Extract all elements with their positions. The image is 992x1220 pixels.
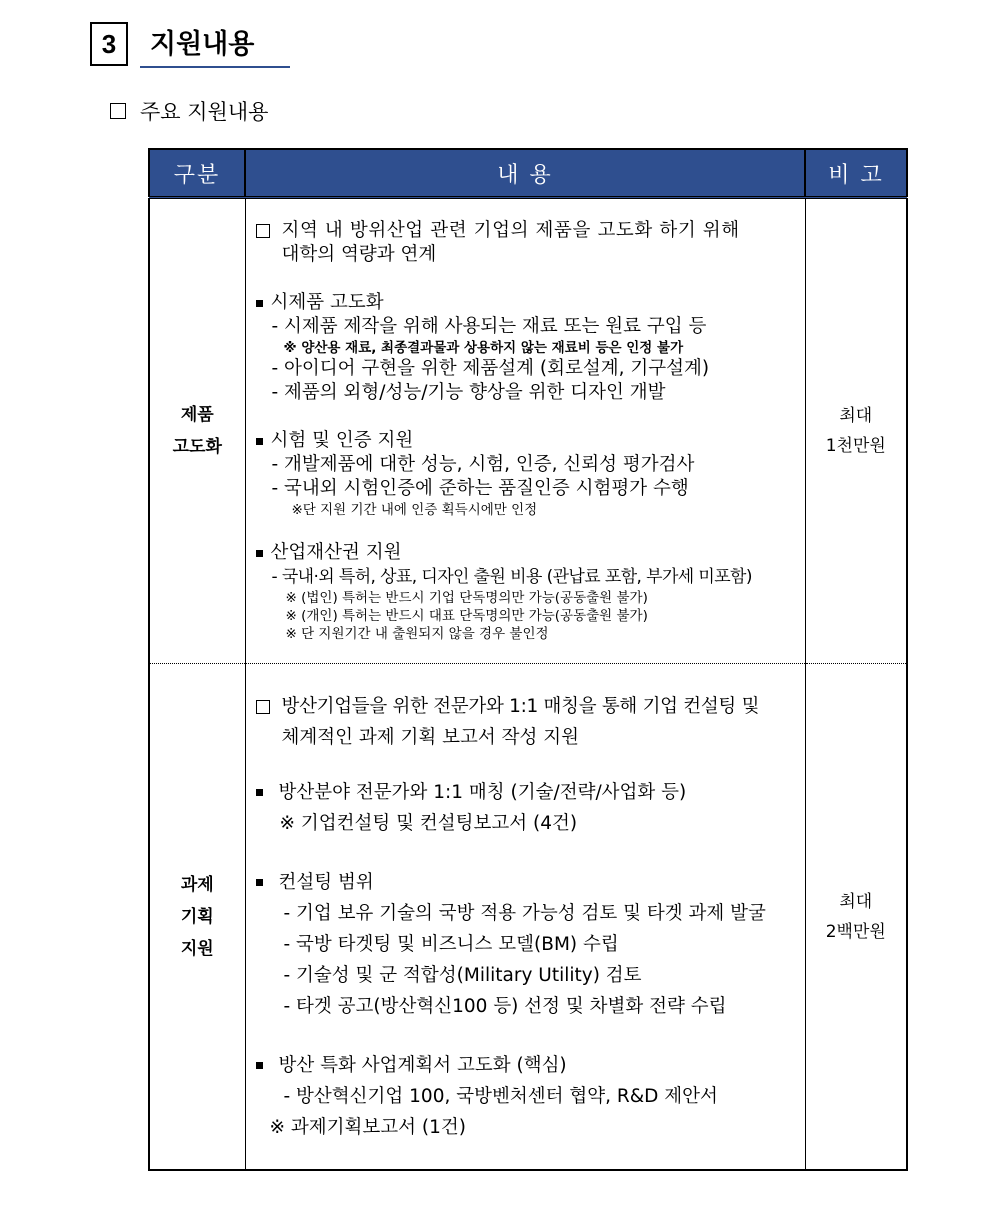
list-note: ※ 기업컨설팅 및 컨설팅보고서 (4건) [279,812,578,834]
bullet-square-icon [256,1062,263,1069]
subheading-text: 주요 지원내용 [140,100,269,124]
bullet-square-icon [256,879,263,886]
support-table [148,148,908,1171]
list-item: - 개발제품에 대한 성능, 시험, 인증, 신뢰성 평가검사 [271,454,695,475]
list-item: - 국내외 시험인증에 준하는 품질인증 시험평가 수행 [271,478,689,499]
group-title: 산업재산권 지원 [256,541,799,565]
section-title: 지원내용 [140,22,290,68]
list-item: - 방산혁신기업 100, 국방벤처센터 협약, R&D 제안서 [283,1085,718,1107]
bullet-square-icon [256,300,263,307]
list-item: - 제품의 외형/성능/기능 향상을 위한 디자인 개발 [271,382,666,403]
bullet-square-icon [256,789,263,796]
checkbox-square-icon [110,103,126,119]
header-content: 내 용 [245,149,805,198]
list-note: ※ (개인) 특허는 반드시 대표 단독명의만 가능(공동출원 불가) [285,608,648,624]
list-note: ※ (법인) 특허는 반드시 기업 단독명의만 가능(공동출원 불가) [285,590,648,606]
table-row-product [149,198,907,664]
list-note: ※단 지원 기간 내에 인증 획득시에만 인정 [291,502,538,518]
group-title: 방산분야 전문가와 1:1 매칭 (기술/전략/사업화 등) [256,777,799,808]
bullet-square-icon [256,550,263,557]
header-note: 비 고 [805,149,907,198]
checkbox-square-icon [256,224,270,238]
intro-block: 방산기업들을 위한 전문가와 1:1 매칭을 통해 기업 컨설팅 및 체계적인 과제 기획 보고서 작성 지원 [256,691,799,753]
intro-block: 지역 내 방위산업 관련 기업의 제품을 고도화 하기 위해 대학의 역량과 연계 [256,219,799,267]
list-item: - 아이디어 구현을 위한 제품설계 (회로설계, 기구설계) [271,358,710,379]
list-item: - 타겟 공고(방산혁신100 등) 선정 및 차별화 전략 수립 [283,995,727,1017]
bullet-square-icon [256,438,263,445]
section-header [90,22,300,72]
list-note: ※ 과제기획보고서 (1건) [269,1116,466,1138]
list-item: - 국내·외 특허, 상표, 디자인 출원 비용 (관납료 포함, 부가세 미포함) [271,567,752,587]
section-number: 3 [90,22,128,66]
group-title: 시제품 고도화 [256,291,799,315]
note-cell: 최대 2백만원 [805,664,907,1171]
checkbox-square-icon [256,700,270,714]
table-row-planning [149,664,907,1171]
content-cell [245,664,805,1171]
content-cell [245,198,805,664]
list-item: - 기업 보유 기술의 국방 적용 가능성 검토 및 타겟 과제 발굴 [283,902,766,924]
subheading [110,96,268,126]
group-title: 방산 특화 사업계획서 고도화 (핵심) [256,1050,799,1081]
list-item: - 기술성 및 군 적합성(Military Utility) 검토 [283,964,642,986]
category-cell: 과제 기획 지원 [149,664,245,1171]
category-cell: 제품 고도화 [149,198,245,664]
list-note: ※ 단 지원기간 내 출원되지 않을 경우 불인정 [285,626,549,642]
list-item: - 시제품 제작을 위해 사용되는 재료 또는 원료 구입 등 [271,316,707,337]
header-category: 구분 [149,149,245,198]
list-item: - 국방 타겟팅 및 비즈니스 모델(BM) 수립 [283,933,619,955]
group-title: 컨설팅 범위 [256,867,799,898]
list-note: ※ 양산용 재료, 최종결과물과 상용하지 않는 재료비 등은 인정 불가 [283,340,684,356]
group-title: 시험 및 인증 지원 [256,429,799,453]
note-cell: 최대 1천만원 [805,198,907,664]
